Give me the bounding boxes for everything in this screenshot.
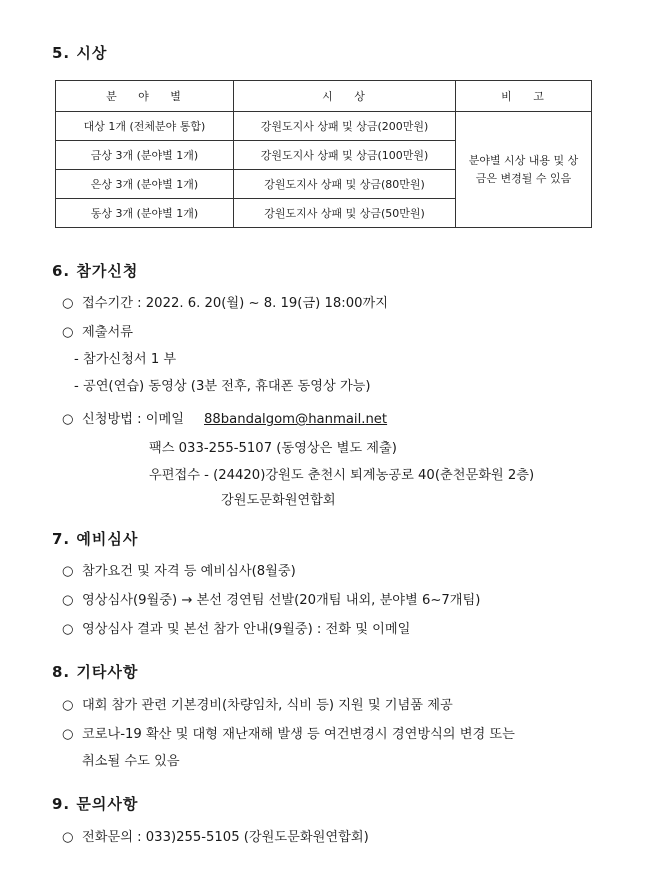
row-award: 강원도지사 상패 및 상금(80만원) xyxy=(234,170,456,199)
row-field: 은상 3개 (분야별 1개) xyxy=(56,170,234,199)
section-8-title: 8. 기타사항 xyxy=(52,663,139,681)
doc-item-2: - 공연(연습) 동영상 (3분 전후, 휴대폰 동영상 가능) xyxy=(74,379,371,394)
section-7-title: 7. 예비심사 xyxy=(52,530,139,548)
misc-item-1: ○ 대회 참가 관련 기본경비(차량임차, 식비 등) 지원 및 기념품 제공 xyxy=(62,698,453,713)
review-item-3: ○ 영상심사 결과 및 본선 참가 안내(9월중) : 전화 및 이메일 xyxy=(62,622,411,637)
header-award: 시 상 xyxy=(234,81,456,112)
awards-table xyxy=(55,80,592,228)
bullet-icon: ○ xyxy=(62,412,74,427)
row-field: 동상 3개 (분야별 1개) xyxy=(56,199,234,228)
table-header-row xyxy=(56,81,592,112)
review-item-1: ○ 참가요건 및 자격 등 예비심사(8월중) xyxy=(62,564,296,579)
bullet-icon: ○ xyxy=(62,622,74,637)
review-item-2: ○ 영상심사(9월중) → 본선 경연팀 선발(20개팀 내외, 분야별 6~7개팀) xyxy=(62,593,481,608)
row-award: 강원도지사 상패 및 상금(100만원) xyxy=(234,141,456,170)
row-note: 분야별 시상 내용 및 상금은 변경될 수 있음 xyxy=(456,112,592,228)
contact-line: ○ 전화문의 : 033)255-5105 (강원도문화원연합회) xyxy=(62,830,369,845)
row-field: 금상 3개 (분야별 1개) xyxy=(56,141,234,170)
docs-line: ○ 제출서류 xyxy=(62,325,133,340)
row-award: 강원도지사 상패 및 상금(200만원) xyxy=(234,112,456,141)
mail-line: 우편접수 - (24420)강원도 춘천시 퇴계농공로 40(춘천문화원 2층) xyxy=(149,468,535,483)
section-5-title: 5. 시상 xyxy=(52,44,108,62)
period-line: ○ 접수기간 : 2022. 6. 20(월) ~ 8. 19(금) 18:00까지 xyxy=(62,296,389,311)
header-note: 비 고 xyxy=(456,81,592,112)
table-row xyxy=(56,112,592,141)
row-field: 대상 1개 (전체분야 통합) xyxy=(56,112,234,141)
email-link[interactable]: 88bandalgom@hanmail.net xyxy=(204,412,388,427)
fax-line: 팩스 033-255-5107 (동영상은 별도 제출) xyxy=(149,441,397,456)
section-6-title: 6. 참가신청 xyxy=(52,262,139,280)
bullet-icon: ○ xyxy=(62,296,74,311)
row-award: 강원도지사 상패 및 상금(50만원) xyxy=(234,199,456,228)
bullet-icon: ○ xyxy=(62,564,74,579)
header-field: 분 야 별 xyxy=(56,81,234,112)
org-line: 강원도문화원연합회 xyxy=(221,493,336,508)
bullet-icon: ○ xyxy=(62,593,74,608)
method-line: ○ 신청방법 : 이메일 88bandalgom@hanmail.net xyxy=(62,412,388,427)
section-9-title: 9. 문의사항 xyxy=(52,795,139,813)
misc-item-2: ○ 코로나-19 확산 및 대형 재난재해 발생 등 여건변경시 경연방식의 변경 또는 xyxy=(62,727,515,742)
bullet-icon: ○ xyxy=(62,325,74,340)
bullet-icon: ○ xyxy=(62,830,74,845)
bullet-icon: ○ xyxy=(62,698,74,713)
misc-item-2-cont: 취소될 수도 있음 xyxy=(82,754,180,769)
bullet-icon: ○ xyxy=(62,727,74,742)
doc-item-1: - 참가신청서 1 부 xyxy=(74,352,177,367)
